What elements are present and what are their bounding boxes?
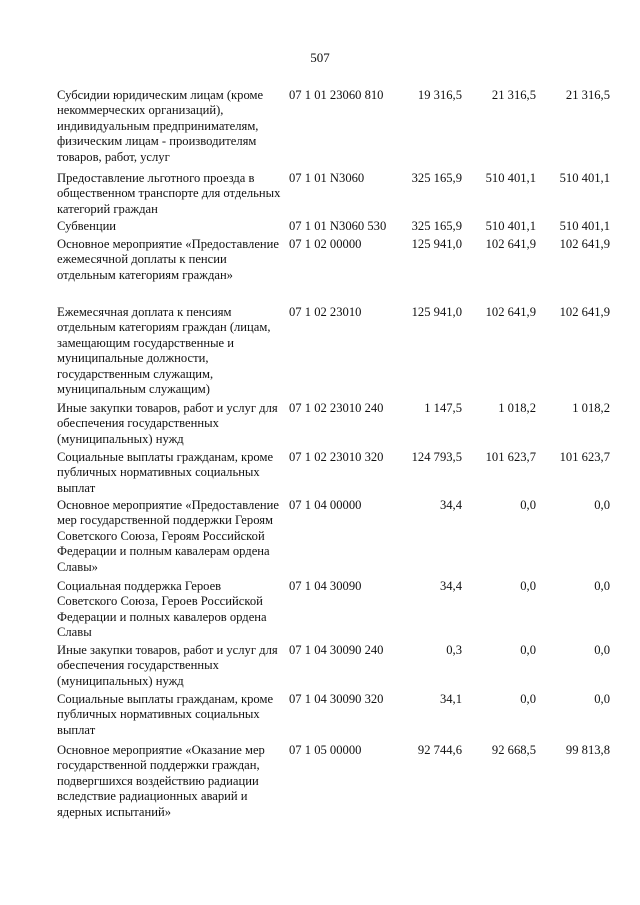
- row-value-1: 124 793,5: [411, 450, 462, 464]
- row-value-2: 510 401,1: [485, 171, 536, 185]
- row-description: Социальная поддержка Героев Советского Союза, Героев Российской Федерации и полных кавалеров ордена Славы: [57, 579, 267, 640]
- row-value-3: 99 813,8: [565, 743, 610, 757]
- row-code: 07 1 04 00000: [289, 498, 362, 512]
- row-value-3: 102 641,9: [559, 305, 610, 319]
- row-value-2: 21 316,5: [491, 88, 536, 102]
- row-description: Основное мероприятие «Предоставление ежемесячной доплаты к пенсии отдельным категориям граждан»: [57, 237, 279, 282]
- page-number: 507: [310, 50, 330, 65]
- row-value-2: 92 668,5: [491, 743, 536, 757]
- row-value-3: 510 401,1: [559, 219, 610, 233]
- table-row: [57, 171, 617, 219]
- row-value-2: 101 623,7: [485, 450, 536, 464]
- row-code: 07 1 04 30090 240: [289, 643, 384, 657]
- row-code: 07 1 02 23010: [289, 305, 362, 319]
- row-value-3: 0,0: [594, 498, 610, 512]
- row-value-3: 0,0: [594, 579, 610, 593]
- row-value-1: 34,4: [439, 579, 462, 593]
- row-code: 07 1 05 00000: [289, 743, 362, 757]
- row-value-1: 1 147,5: [424, 401, 462, 415]
- table-row: [57, 498, 617, 579]
- row-value-3: 102 641,9: [559, 237, 610, 251]
- row-value-1: 34,4: [439, 498, 462, 512]
- row-value-1: 19 316,5: [417, 88, 462, 102]
- table-row: [57, 743, 617, 823]
- row-code: 07 1 02 00000: [289, 237, 362, 251]
- row-value-1: 34,1: [439, 692, 462, 706]
- row-code: 07 1 02 23010 320: [289, 450, 384, 464]
- budget-table: [57, 88, 617, 823]
- row-value-3: 21 316,5: [565, 88, 610, 102]
- row-value-3: 510 401,1: [559, 171, 610, 185]
- row-description: Социальные выплаты гражданам, кроме публичных нормативных социальных выплат: [57, 692, 274, 737]
- table-row: [57, 643, 617, 692]
- table-row: [57, 88, 617, 171]
- table-row: [57, 692, 617, 743]
- table-row: [57, 237, 617, 305]
- row-code: 07 1 01 N3060 530: [289, 219, 387, 233]
- row-description: Иные закупки товаров, работ и услуг для обеспечения государственных (муниципальных) нужд: [57, 643, 278, 688]
- row-value-2: 102 641,9: [485, 305, 536, 319]
- row-value-3: 0,0: [594, 692, 610, 706]
- row-value-1: 92 744,6: [417, 743, 462, 757]
- row-code: 07 1 01 23060 810: [289, 88, 384, 102]
- row-value-1: 325 165,9: [411, 219, 462, 233]
- row-code: 07 1 02 23010 240: [289, 401, 384, 415]
- row-value-2: 0,0: [520, 692, 536, 706]
- row-value-1: 125 941,0: [411, 305, 462, 319]
- row-value-2: 1 018,2: [498, 401, 536, 415]
- table-row: [57, 579, 617, 643]
- row-value-2: 510 401,1: [485, 219, 536, 233]
- row-value-1: 325 165,9: [411, 171, 462, 185]
- row-value-2: 102 641,9: [485, 237, 536, 251]
- row-code: 07 1 01 N3060: [289, 171, 365, 185]
- row-value-2: 0,0: [520, 643, 536, 657]
- row-code: 07 1 04 30090 320: [289, 692, 384, 706]
- row-description: Социальные выплаты гражданам, кроме публичных нормативных социальных выплат: [57, 450, 274, 495]
- row-description: Предоставление льготного проезда в общественном транспорте для отдельных категорий граждан: [57, 171, 281, 216]
- row-value-1: 125 941,0: [411, 237, 462, 251]
- row-value-3: 0,0: [594, 643, 610, 657]
- row-description: Основное мероприятие «Предоставление мер государственной поддержки Героям Советского Союза, Героям Российской Федерации и полным кавалерам ордена Славы»: [57, 498, 279, 574]
- row-description: Субсидии юридическим лицам (кроме некоммерческих организаций), индивидуальным предпринимателям, физическим лицам - производителям товаров, работ, услуг: [57, 88, 264, 164]
- row-description: Субвенции: [57, 219, 117, 233]
- row-value-2: 0,0: [520, 579, 536, 593]
- row-code: 07 1 04 30090: [289, 579, 362, 593]
- row-description: Основное мероприятие «Оказание мер государственной поддержки граждан, подвергшихся воздействию радиации вследствие радиационных аварий и ядерных испытаний»: [57, 743, 265, 819]
- row-value-3: 1 018,2: [572, 401, 610, 415]
- row-description: Ежемесячная доплата к пенсиям отдельным категориям граждан (лицам, замещающим государственные и муниципальные должности, государственным служащим, муниципальным служащим): [57, 305, 271, 397]
- row-value-3: 101 623,7: [559, 450, 610, 464]
- table-row: [57, 305, 617, 401]
- row-description: Иные закупки товаров, работ и услуг для обеспечения государственных (муниципальных) нужд: [57, 401, 278, 446]
- table-row: [57, 450, 617, 498]
- row-value-2: 0,0: [520, 498, 536, 512]
- table-row: [57, 401, 617, 450]
- table-row: [57, 219, 617, 237]
- row-value-1: 0,3: [446, 643, 462, 657]
